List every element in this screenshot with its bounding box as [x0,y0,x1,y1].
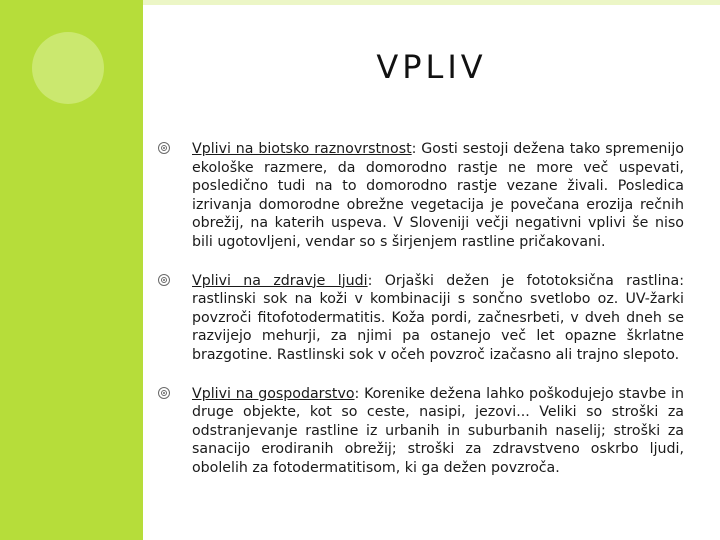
slide-content [158,140,684,498]
decorative-circle [32,32,104,104]
bullet-body: : Orjaški dežen je fototoksična rastlina: rastlinski sok na koži v kombinaciji s sončno svetlobo oz. UV-žarki povzroči fitofotodermatitis. Koža pordi, začnesrbeti, v dveh dneh se razvijejo mehurji, za njimi pa ostanejo več let opazne škrlatne brazgotine. Rastlinski sok v očeh povzroč izačasno ali trajno slepoto. [192,272,684,363]
concentric-circle-bullet-icon [158,387,170,399]
concentric-circle-bullet-icon [158,274,170,286]
bullet-item-biodiversity [158,140,684,252]
bullet-text [192,272,684,365]
bullet-text [192,385,684,478]
bullet-item-health [158,272,684,365]
accent-strip [143,0,720,5]
bullet-heading: Vplivi na zdravje ljudi [192,272,368,289]
slide-title: VPLIV [376,48,487,86]
bullet-body: : Gosti sestoji dežena tako spremenijo ekološke razmere, da domorodno rastje ne more več uspevati, posledično tudi na to domorodno rastje vezane živali. Posledica izrivanja domorodne obrežne vegetacija je povečana erozija rečnih obrežij, na katerih uspeva. V Sloveniji večji negativni vplivi še niso bili ugotovljeni, vendar so s širjenjem rastline pričakovani. [192,141,684,250]
concentric-circle-bullet-icon [158,142,170,154]
bullet-text [192,140,684,252]
bullet-item-economy [158,385,684,478]
bullet-heading: Vplivi na biotsko raznovrstnost [192,141,412,157]
bullet-heading: Vplivi na gospodarstvo [192,385,355,402]
bullet-body: : Korenike dežena lahko poškodujejo stavbe in druge objekte, kot so ceste, nasipi, jezovi... Veliki so stroški za odstranjevanje rastline iz urbanih in suburbanih naselij; stroški za sanacijo erodiranih obrežij; stroški za zdravstveno oskrbo ljudi, obolelih za fotodermatitisom, ki ga dežen povzroča. [192,385,684,476]
